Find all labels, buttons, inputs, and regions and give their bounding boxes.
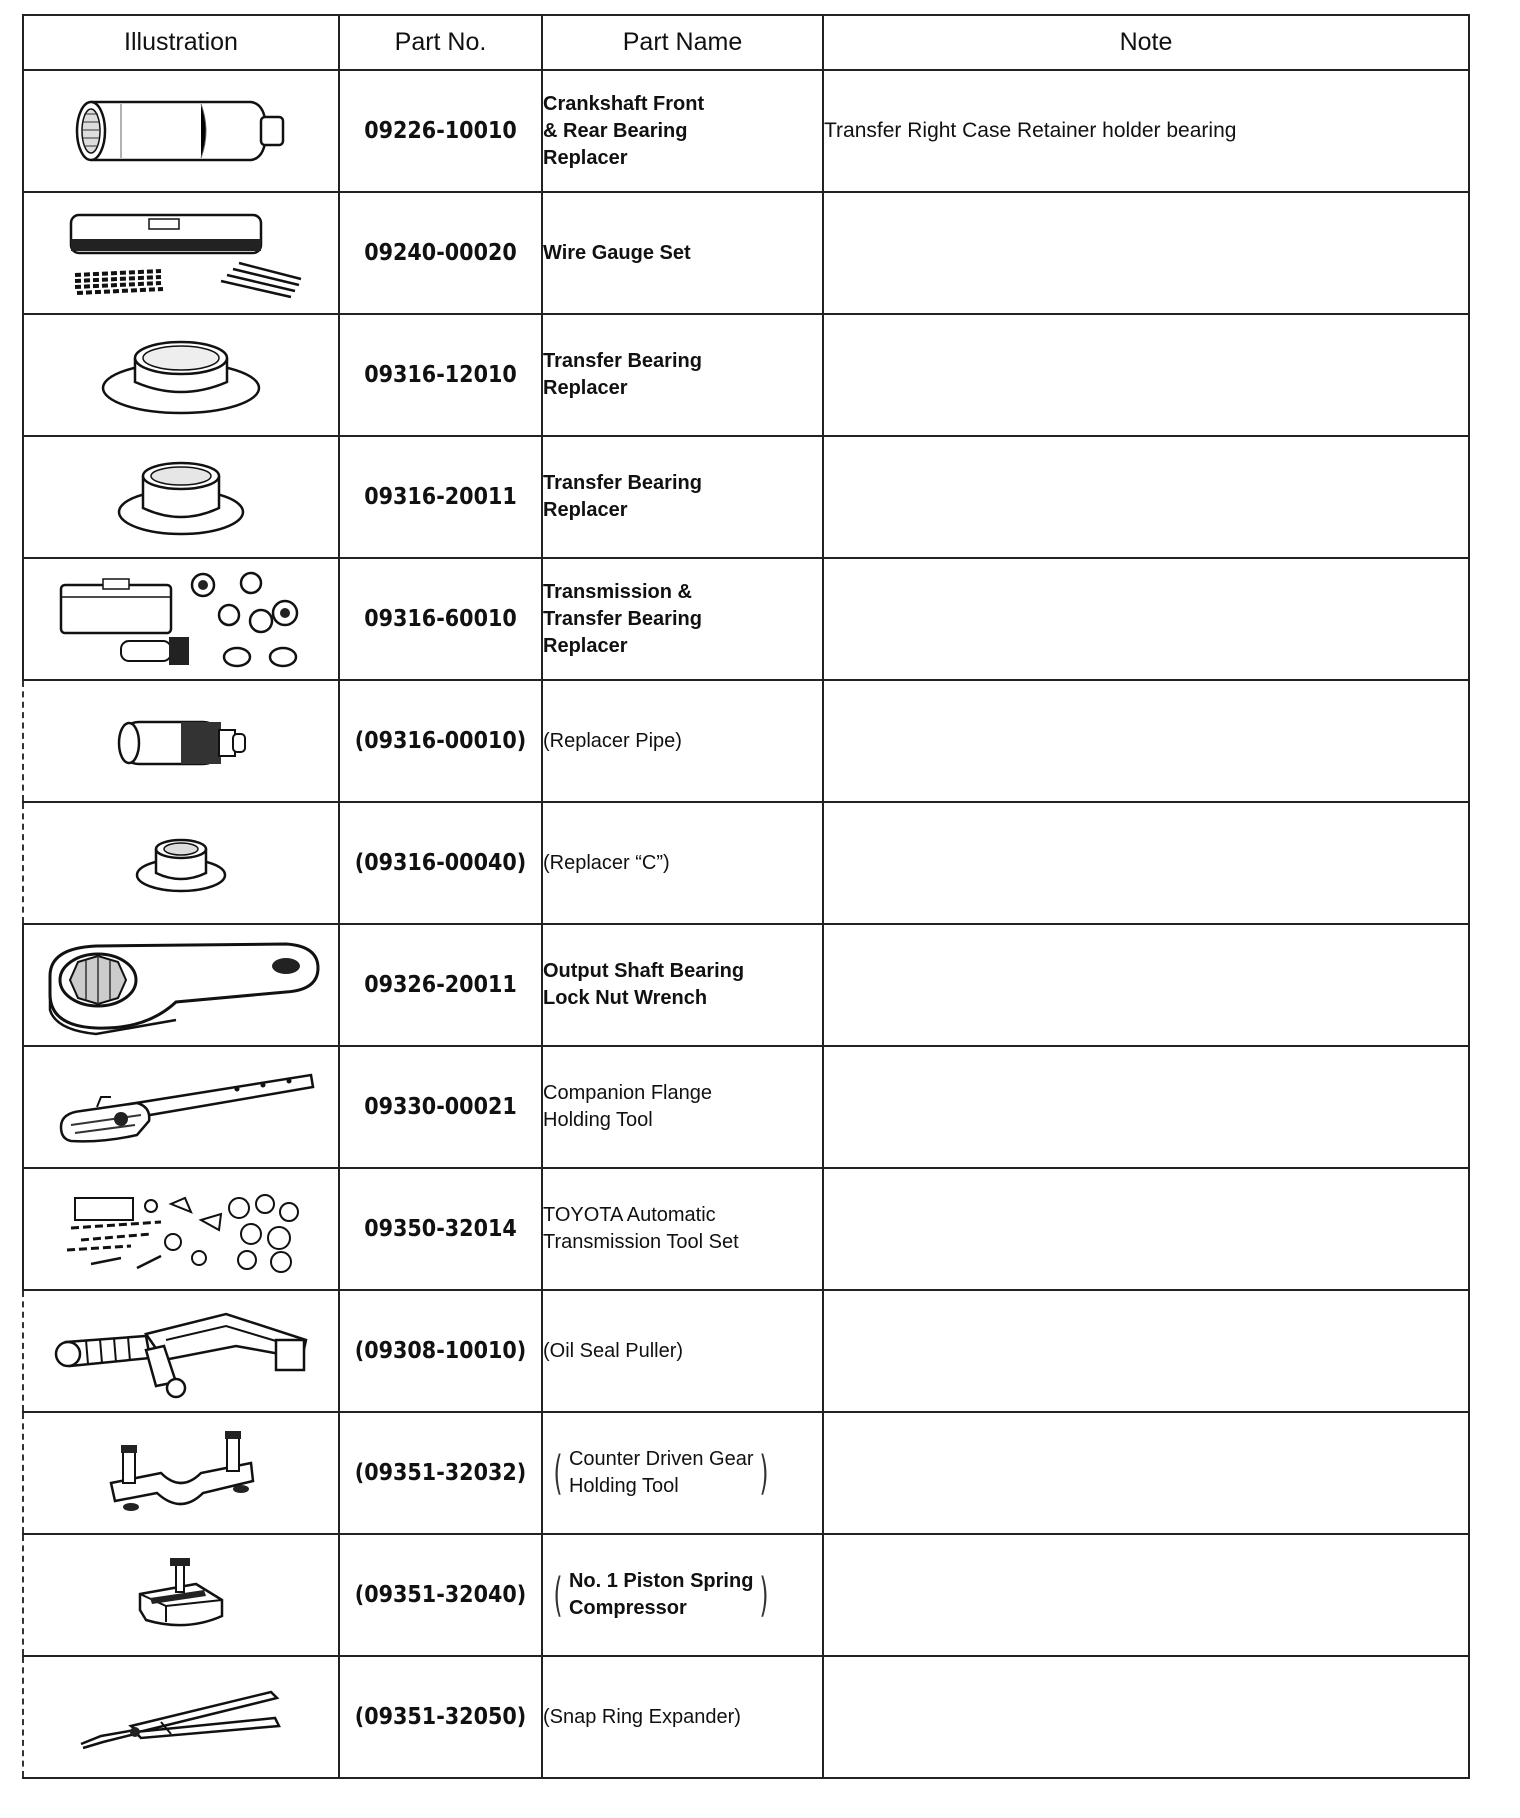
table-row [23,558,1469,680]
note-cell [823,1656,1469,1778]
table-row [23,1534,1469,1656]
part-number: 09316-12010 [339,314,542,436]
table-row [23,1168,1469,1290]
table-row [23,436,1469,558]
header-row [23,15,1469,70]
table-row [23,802,1469,924]
part-number: 09316-20011 [339,436,542,558]
part-number: (09351-32050) [339,1656,542,1778]
illustration-cell [23,558,339,680]
note-cell [823,680,1469,802]
table-row [23,924,1469,1046]
table-row [23,1412,1469,1534]
wire-gauge-set-icon [51,203,311,303]
note-cell [823,1046,1469,1168]
snap-ring-expander-icon [71,1682,291,1752]
part-name: ( Counter Driven Gear Holding Tool ) [542,1412,823,1534]
table-row [23,70,1469,192]
note-cell [823,1412,1469,1534]
table-row [23,680,1469,802]
replacer-kit-case-icon [51,567,311,672]
table-row [23,1656,1469,1778]
note-cell [823,436,1469,558]
note-cell [823,1290,1469,1412]
lock-nut-wrench-icon [36,930,326,1040]
note-cell [823,1168,1469,1290]
part-name: Crankshaft Front & Rear Bearing Replacer [542,70,823,192]
gear-holding-tool-icon [91,1423,271,1523]
illustration-cell [23,1046,339,1168]
illustration-cell [23,1656,339,1778]
table-row [23,1290,1469,1412]
header-illustration: Illustration [23,15,339,70]
flange-holding-tool-icon [41,1057,321,1157]
oil-seal-puller-icon [46,1296,316,1406]
note-cell [823,802,1469,924]
part-number: (09316-00040) [339,802,542,924]
illustration-cell [23,680,339,802]
part-number: (09351-32032) [339,1412,542,1534]
part-name: ( No. 1 Piston Spring Compressor ) [542,1534,823,1656]
note-cell [823,924,1469,1046]
special-tools-table [22,14,1470,1779]
illustration-cell [23,70,339,192]
note-cell [823,192,1469,314]
illustration-cell [23,192,339,314]
part-name: (Snap Ring Expander) [542,1656,823,1778]
table-row [23,314,1469,436]
bearing-replacer-tube-icon [61,84,301,179]
replacer-pipe-icon [101,706,261,776]
cup-replacer-icon [101,452,261,542]
part-name: TOYOTA Automatic Transmission Tool Set [542,1168,823,1290]
note-cell [823,558,1469,680]
part-number: (09308-10010) [339,1290,542,1412]
illustration-cell [23,1168,339,1290]
illustration-cell [23,436,339,558]
part-number: 09326-20011 [339,924,542,1046]
part-name: Transfer Bearing Replacer [542,436,823,558]
part-name: Output Shaft Bearing Lock Nut Wrench [542,924,823,1046]
transmission-tool-set-icon [51,1184,311,1274]
part-name: (Oil Seal Puller) [542,1290,823,1412]
note-cell [823,1534,1469,1656]
flanged-ring-replacer-icon [91,330,271,420]
header-note: Note [823,15,1469,70]
piston-spring-compressor-icon [126,1550,236,1640]
table-row [23,1046,1469,1168]
note-cell: Transfer Right Case Retainer holder bearing [823,70,1469,192]
note-cell [823,314,1469,436]
part-number: 09316-60010 [339,558,542,680]
illustration-cell [23,1290,339,1412]
part-name: Transmission & Transfer Bearing Replacer [542,558,823,680]
illustration-cell [23,1412,339,1534]
part-name: Wire Gauge Set [542,192,823,314]
part-name: (Replacer Pipe) [542,680,823,802]
illustration-cell [23,314,339,436]
part-name: Companion Flange Holding Tool [542,1046,823,1168]
part-number: 09226-10010 [339,70,542,192]
header-part-name: Part Name [542,15,823,70]
part-number: (09316-00010) [339,680,542,802]
illustration-cell [23,1534,339,1656]
illustration-cell [23,802,339,924]
part-name: (Replacer “C”) [542,802,823,924]
part-number: 09240-00020 [339,192,542,314]
illustration-cell [23,924,339,1046]
table-row [23,192,1469,314]
part-number: (09351-32040) [339,1534,542,1656]
part-name: Transfer Bearing Replacer [542,314,823,436]
part-number: 09350-32014 [339,1168,542,1290]
part-number: 09330-00021 [339,1046,542,1168]
header-part-no: Part No. [339,15,542,70]
replacer-c-icon [126,831,236,896]
